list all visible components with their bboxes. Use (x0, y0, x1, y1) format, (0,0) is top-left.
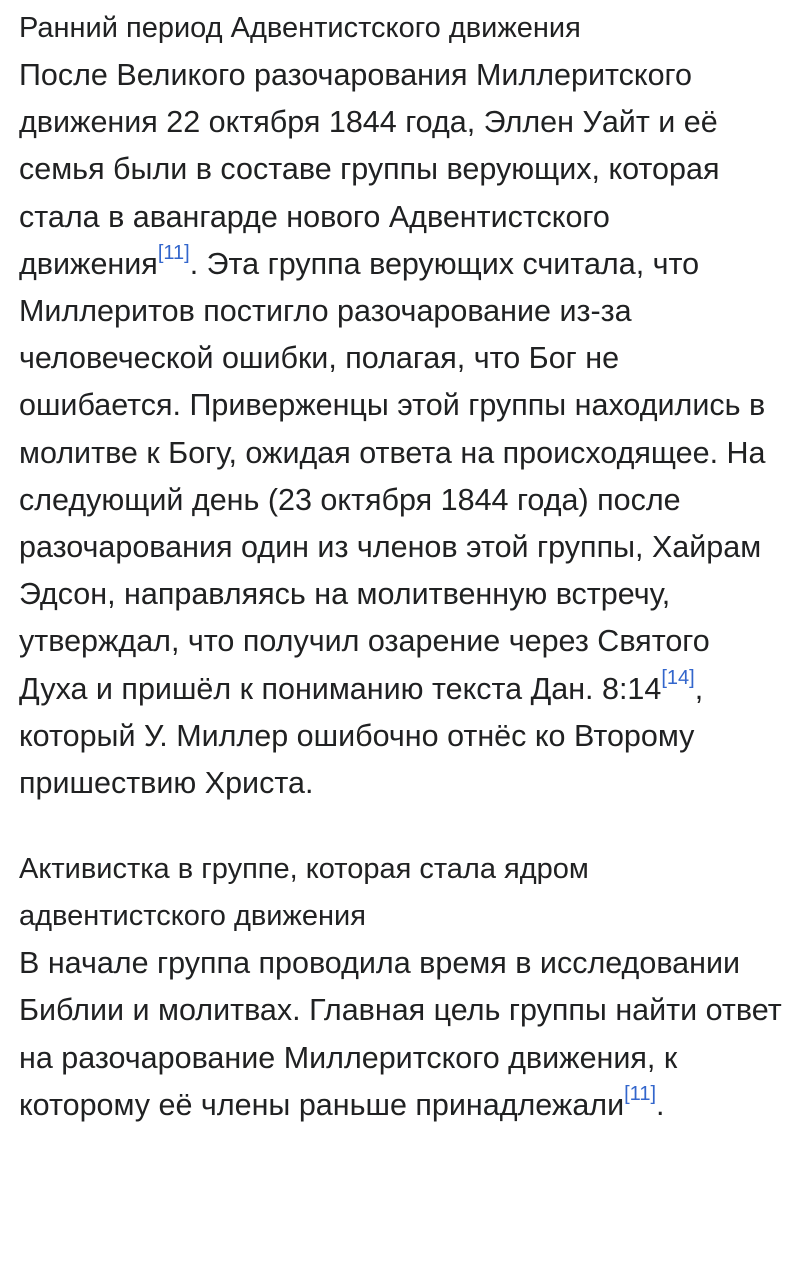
paragraph-text: В начале группа проводила время в исследовании Библии и молитвах. Главная цель группы найти ответ на разочарование Миллеритского движения, к которому её члены раньше принадлежали (19, 946, 782, 1122)
paragraph-text: . (656, 1087, 665, 1122)
section-heading-early-period: Ранний период Адвентистского движения (19, 12, 581, 44)
citation-link-11[interactable]: [11] (624, 1082, 656, 1105)
paragraph-text: , который У. Миллер ошибочно отнёс ко Второму пришествию Христа. (19, 671, 704, 801)
paragraph-text: После Великого разочарования Миллеритского движения 22 октября 1844 года, Эллен Уайт и её семья были в составе группы верующих, которая стала в авангарде нового Адвентистского движения (19, 58, 720, 281)
citation-link-11[interactable]: [11] (157, 241, 190, 264)
article-content (19, 0, 784, 1129)
paragraph-text: . Эта группа верующих считала, что Миллеритов постигло разочарование из-за человеческой ошибки, полагая, что Бог не ошибается. Приверженцы этой группы находились в молитве к Богу, ожидая ответа на происходящее. На следующий день (23 октября 1844 года) после разочарования один из членов этой группы, Хайрам Эдсон, направляясь на молитвенную встречу, утверждал, что получил озарение через Святого Духа и пришёл к пониманию текста Дан. 8:14 (19, 246, 766, 706)
section-paragraph-activist (19, 940, 784, 1129)
section-heading-activist: Активистка в группе, которая стала ядром адвентистского движения (19, 853, 589, 933)
section-paragraph-early-period (19, 52, 784, 807)
citation-link-14[interactable]: [14] (661, 666, 695, 689)
